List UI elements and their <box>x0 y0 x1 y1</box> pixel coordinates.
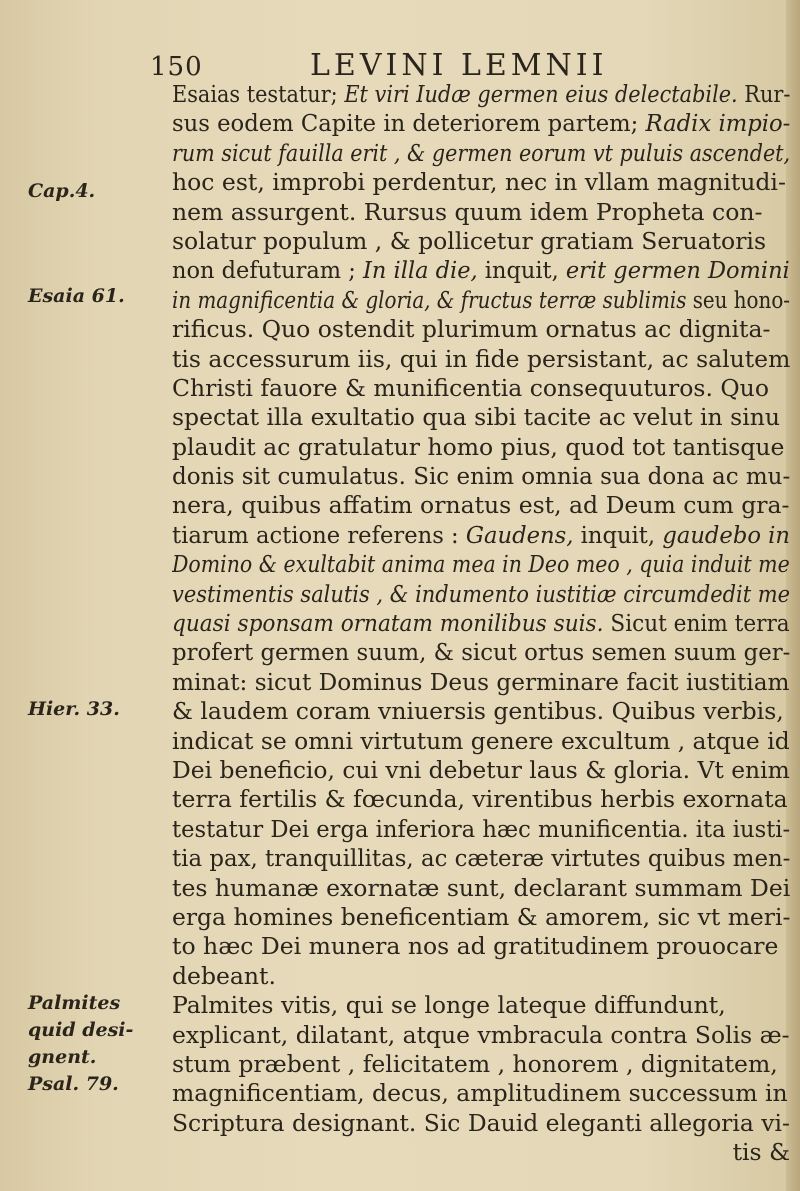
text-line <box>172 874 790 903</box>
text-line <box>172 932 790 961</box>
margin-note-hier33: Hier. 33. <box>28 698 120 720</box>
running-head: LEVINI LEMNII <box>310 48 608 83</box>
text-run: donis sit cumulatus. Sic enim omnia sua dona ac mu- <box>172 462 790 491</box>
text-line <box>172 286 790 315</box>
text-line <box>172 1138 790 1167</box>
text-line <box>172 403 790 432</box>
italic-text-run: In illa die, <box>362 256 478 285</box>
text-line <box>172 580 790 609</box>
text-line <box>172 227 790 256</box>
italic-text-run: gaudebo in <box>662 520 790 549</box>
text-run: tes humanæ exornatæ sunt, declarant summam Dei <box>172 873 790 902</box>
text-line <box>172 785 790 814</box>
text-run: seu hono- <box>686 285 790 314</box>
text-line <box>172 521 790 550</box>
text-run: solatur populum , & pollicetur gratiam Seruatoris <box>172 226 767 255</box>
text-run: Palmites vitis, qui se longe lateque diffundunt, <box>172 991 726 1020</box>
text-line <box>172 638 790 667</box>
text-run: tis & <box>732 1138 790 1167</box>
margin-note-esaia61: Esaia 61. <box>28 285 125 307</box>
text-line <box>172 550 790 579</box>
text-run: magnificentiam, decus, amplitudinem successum in <box>172 1079 788 1108</box>
text-run: minat: sicut Dominus Deus germinare facit iustitiam <box>172 667 790 696</box>
text-run: nem assurgent. Rursus quum idem Propheta con- <box>172 197 763 226</box>
text-line <box>172 697 790 726</box>
text-line <box>172 756 790 785</box>
text-run: Scriptura designant. Sic Dauid eleganti allegoria vi- <box>172 1108 790 1137</box>
text-run: debeant. <box>172 961 276 990</box>
text-line <box>172 609 790 638</box>
italic-text-run: Gaudens, <box>465 520 574 549</box>
text-run: sus eodem Capite in deteriorem partem; <box>172 109 646 138</box>
text-line <box>172 80 790 109</box>
text-run: Dei beneficio, cui vni debetur laus & gloria. Vt enim <box>172 755 790 784</box>
text-line <box>172 433 790 462</box>
italic-text-run: Radix impio- <box>645 109 790 138</box>
text-run: rificus. Quo ostendit plurimum ornatus ac dignita- <box>172 315 771 344</box>
italic-text-run: vestimentis salutis , & indumento iustitiæ circumdedit me <box>172 579 790 608</box>
text-line <box>172 903 790 932</box>
text-line <box>172 198 790 227</box>
italic-text-run: Et viri Iudæ germen eius delectabile. <box>344 80 738 108</box>
text-run: Christi fauore & munificentia consequuturos. Quo <box>172 373 769 402</box>
text-line <box>172 815 790 844</box>
text-run: inquit, <box>573 520 663 549</box>
text-run: erga homines beneficentiam & amorem, sic vt meri- <box>172 902 790 931</box>
text-run: stum præbent , felicitatem , honorem , dignitatem, <box>172 1049 778 1078</box>
text-run: Rur- <box>737 80 790 108</box>
text-line <box>172 1021 790 1050</box>
italic-text-run: Domino & exultabit anima mea in Deo meo , quia induit me <box>172 550 790 579</box>
text-run: plaudit ac gratulatur homo pius, quod tot tantisque <box>172 432 785 461</box>
text-run: inquit, <box>477 256 566 285</box>
italic-text-run: quasi sponsam ornatam monilibus suis. <box>172 609 604 638</box>
margin-note-gnent: gnent. <box>28 1046 97 1068</box>
text-run: terra fertilis & fœcunda, virentibus herbis exornata <box>172 785 788 814</box>
text-run: nera, quibus affatim ornatus est, ad Deum cum gra- <box>172 491 790 520</box>
text-line <box>172 109 790 138</box>
italic-text-run: in magnificentia & gloria, & fructus terræ sublimis <box>172 285 687 314</box>
text-line <box>172 168 790 197</box>
text-line <box>172 844 790 873</box>
margin-note-psal79: Psal. 79. <box>28 1073 119 1095</box>
text-line <box>172 374 790 403</box>
margin-note-cap4: Cap.4. <box>28 180 96 202</box>
text-line <box>172 1050 790 1079</box>
page-number: 150 <box>150 52 203 82</box>
margin-note-palmites: Palmites <box>28 992 121 1014</box>
text-line <box>172 491 790 520</box>
text-run: spectat illa exultatio qua sibi tacite ac velut in sinu <box>172 403 780 432</box>
text-run: non defuturam ; <box>172 256 363 285</box>
text-line <box>172 962 790 991</box>
text-line <box>172 991 790 1020</box>
text-line <box>172 256 790 285</box>
text-line <box>172 1079 790 1108</box>
italic-text-run: rum sicut fauilla erit , & germen eorum vt puluis ascendet, <box>172 138 790 167</box>
italic-text-run: erit germen Domini <box>565 256 790 285</box>
margin-note-quid-designent: quid desi- <box>28 1019 134 1041</box>
text-run: tis accessurum iis, qui in fide persistant, ac salutem <box>172 344 790 373</box>
page-header <box>150 44 770 84</box>
text-run: indicat se omni virtutum genere excultum , atque id <box>172 726 790 755</box>
text-line <box>172 315 790 344</box>
text-run: profert germen suum, & sicut ortus semen suum ger- <box>172 638 790 667</box>
text-line <box>172 345 790 374</box>
text-line <box>172 727 790 756</box>
text-run: testatur Dei erga inferiora hæc munificentia. ita iusti- <box>172 814 790 843</box>
text-run: Esaias testatur; <box>172 80 345 108</box>
text-line <box>172 1109 790 1138</box>
text-run: & laudem coram vniuersis gentibus. Quibus verbis, <box>172 697 784 726</box>
text-run: explicant, dilatant, atque vmbracula contra Solis æ- <box>172 1020 790 1049</box>
body-text <box>172 80 790 1167</box>
text-run: to hæc Dei munera nos ad gratitudinem prouocare <box>172 932 779 961</box>
text-line <box>172 139 790 168</box>
text-run: Sicut enim terra <box>603 609 790 638</box>
text-line <box>172 668 790 697</box>
text-run: tiarum actione referens : <box>172 520 466 549</box>
text-run: hoc est, improbi perdentur, nec in vllam magnitudi- <box>172 168 786 197</box>
text-run: tia pax, tranquillitas, ac cæteræ virtutes quibus men- <box>172 844 790 873</box>
text-line <box>172 462 790 491</box>
